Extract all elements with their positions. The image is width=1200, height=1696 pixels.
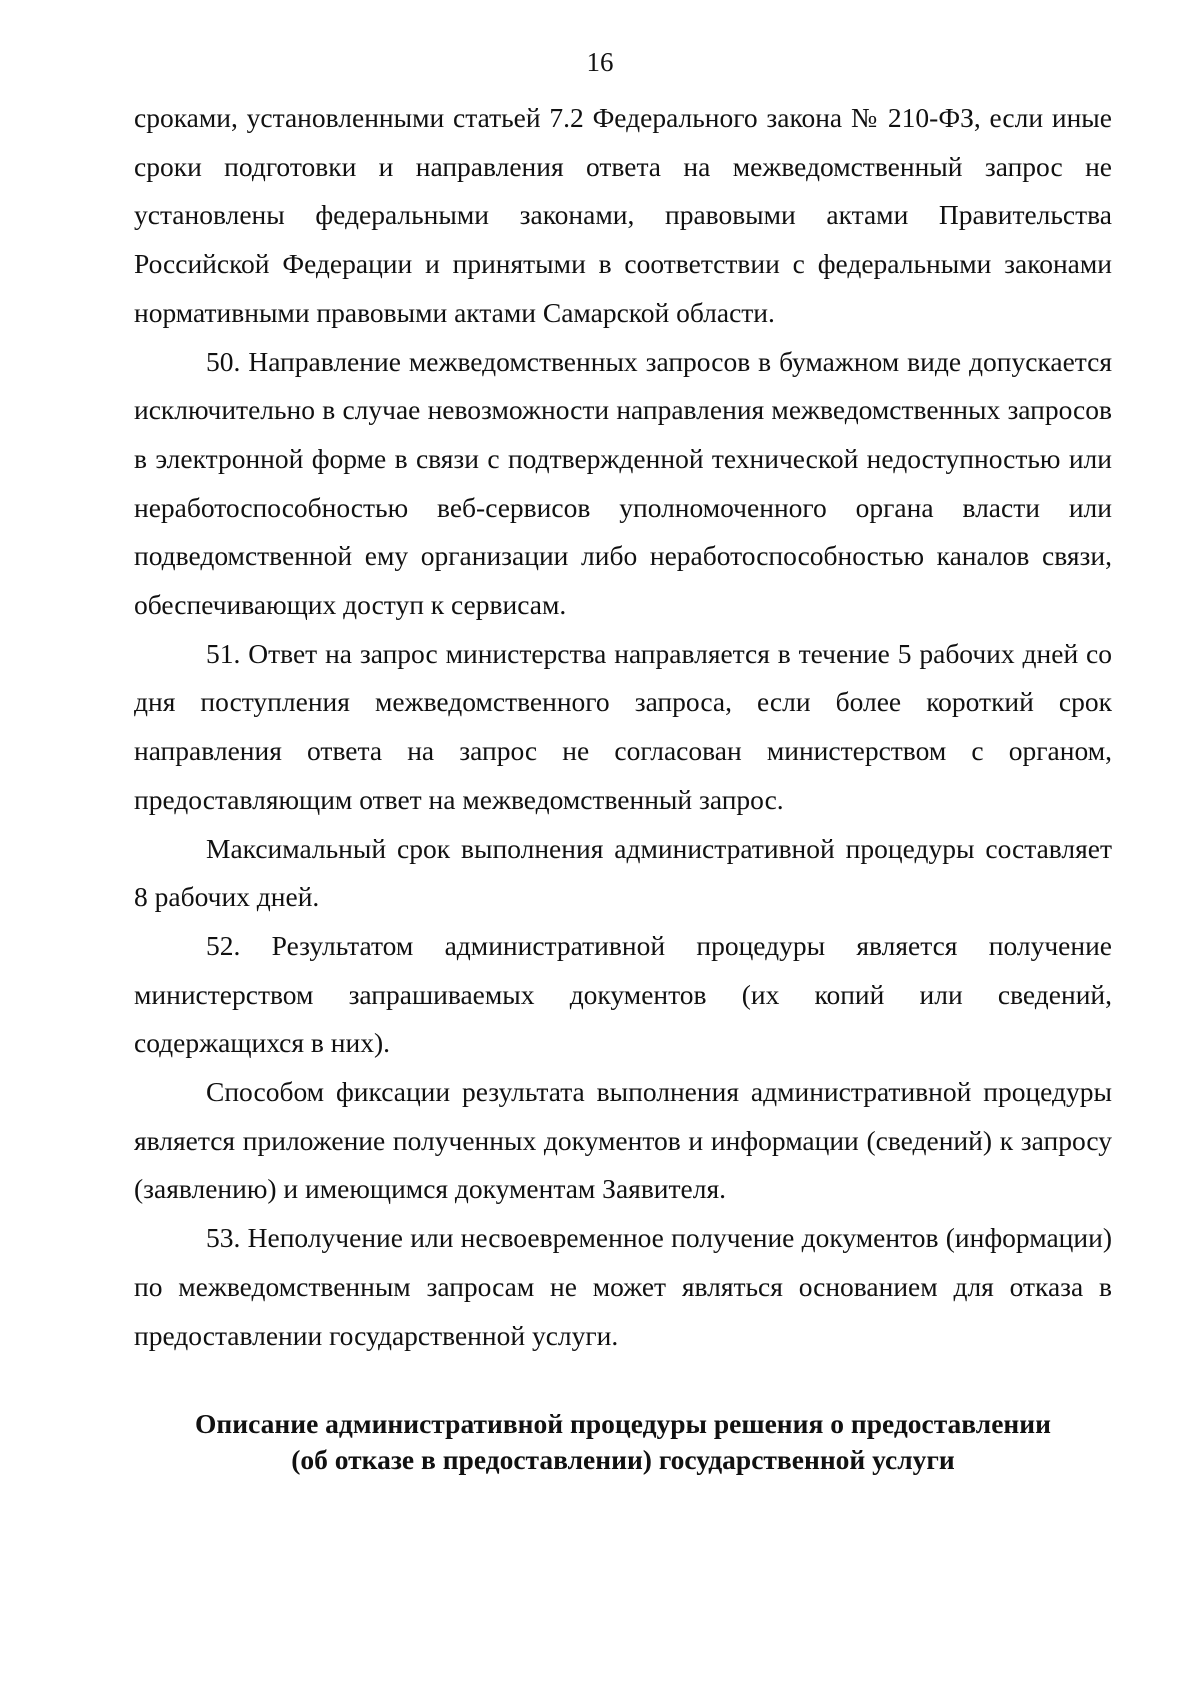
page-number: 16	[586, 47, 614, 77]
section-heading-line-2: (об отказе в предоставлении) государственной услуги	[291, 1444, 955, 1475]
paragraph-53: 53. Неполучение или несвоевременное получение документов (информации) по межведомственным запросам не может являться основанием для отказа в предоставлении государственной услуги.	[134, 1222, 1112, 1351]
paragraph-52: 52. Результатом административной процедуры является получение министерством запрашиваемых документов (их копий или сведений, содержащихся в них).	[134, 929, 1112, 1059]
paragraph-51: 51. Ответ на запрос министерства направляется в течение 5 рабочих дней со дня поступления межведомственного запроса, если более короткий срок направления ответа на запрос не согласован министерством с органом, предоставляющим ответ на межведомственный запрос.	[134, 637, 1112, 815]
section-heading-line-1: Описание административной процедуры решения о предоставлении	[195, 1408, 1051, 1439]
paragraph-50: 50. Направление межведомственных запросов в бумажном виде допускается исключительно в случае невозможности направления межведомственных запросов в электронной форме в связи с подтвержденной технической недоступностью или неработоспособностью веб-сервисов уполномоченного органа власти или подведомственной ему организации либо неработоспособностью каналов связи, обеспечивающих доступ к сервисам.	[134, 345, 1112, 621]
paragraph-continuation: сроками, установленными статьей 7.2 Федерального закона № 210-ФЗ, если иные сроки подготовки и направления ответа на межведомственный запрос не установлены федеральными законами, правовыми актами Правительства Российской Федерации и принятыми в соответствии с федеральными законами нормативными правовыми актами Самарской области.	[134, 102, 1112, 328]
body-text	[134, 94, 1112, 1360]
paragraph-max-term: Максимальный срок выполнения административной процедуры составляет 8 рабочих дней.	[134, 832, 1112, 913]
section-heading	[134, 1406, 1112, 1478]
paragraph-fixation-method: Способом фиксации результата выполнения административной процедуры является приложение полученных документов и информации (сведений) к запросу (заявлению) и имеющимся документам Заявителя.	[134, 1076, 1112, 1205]
